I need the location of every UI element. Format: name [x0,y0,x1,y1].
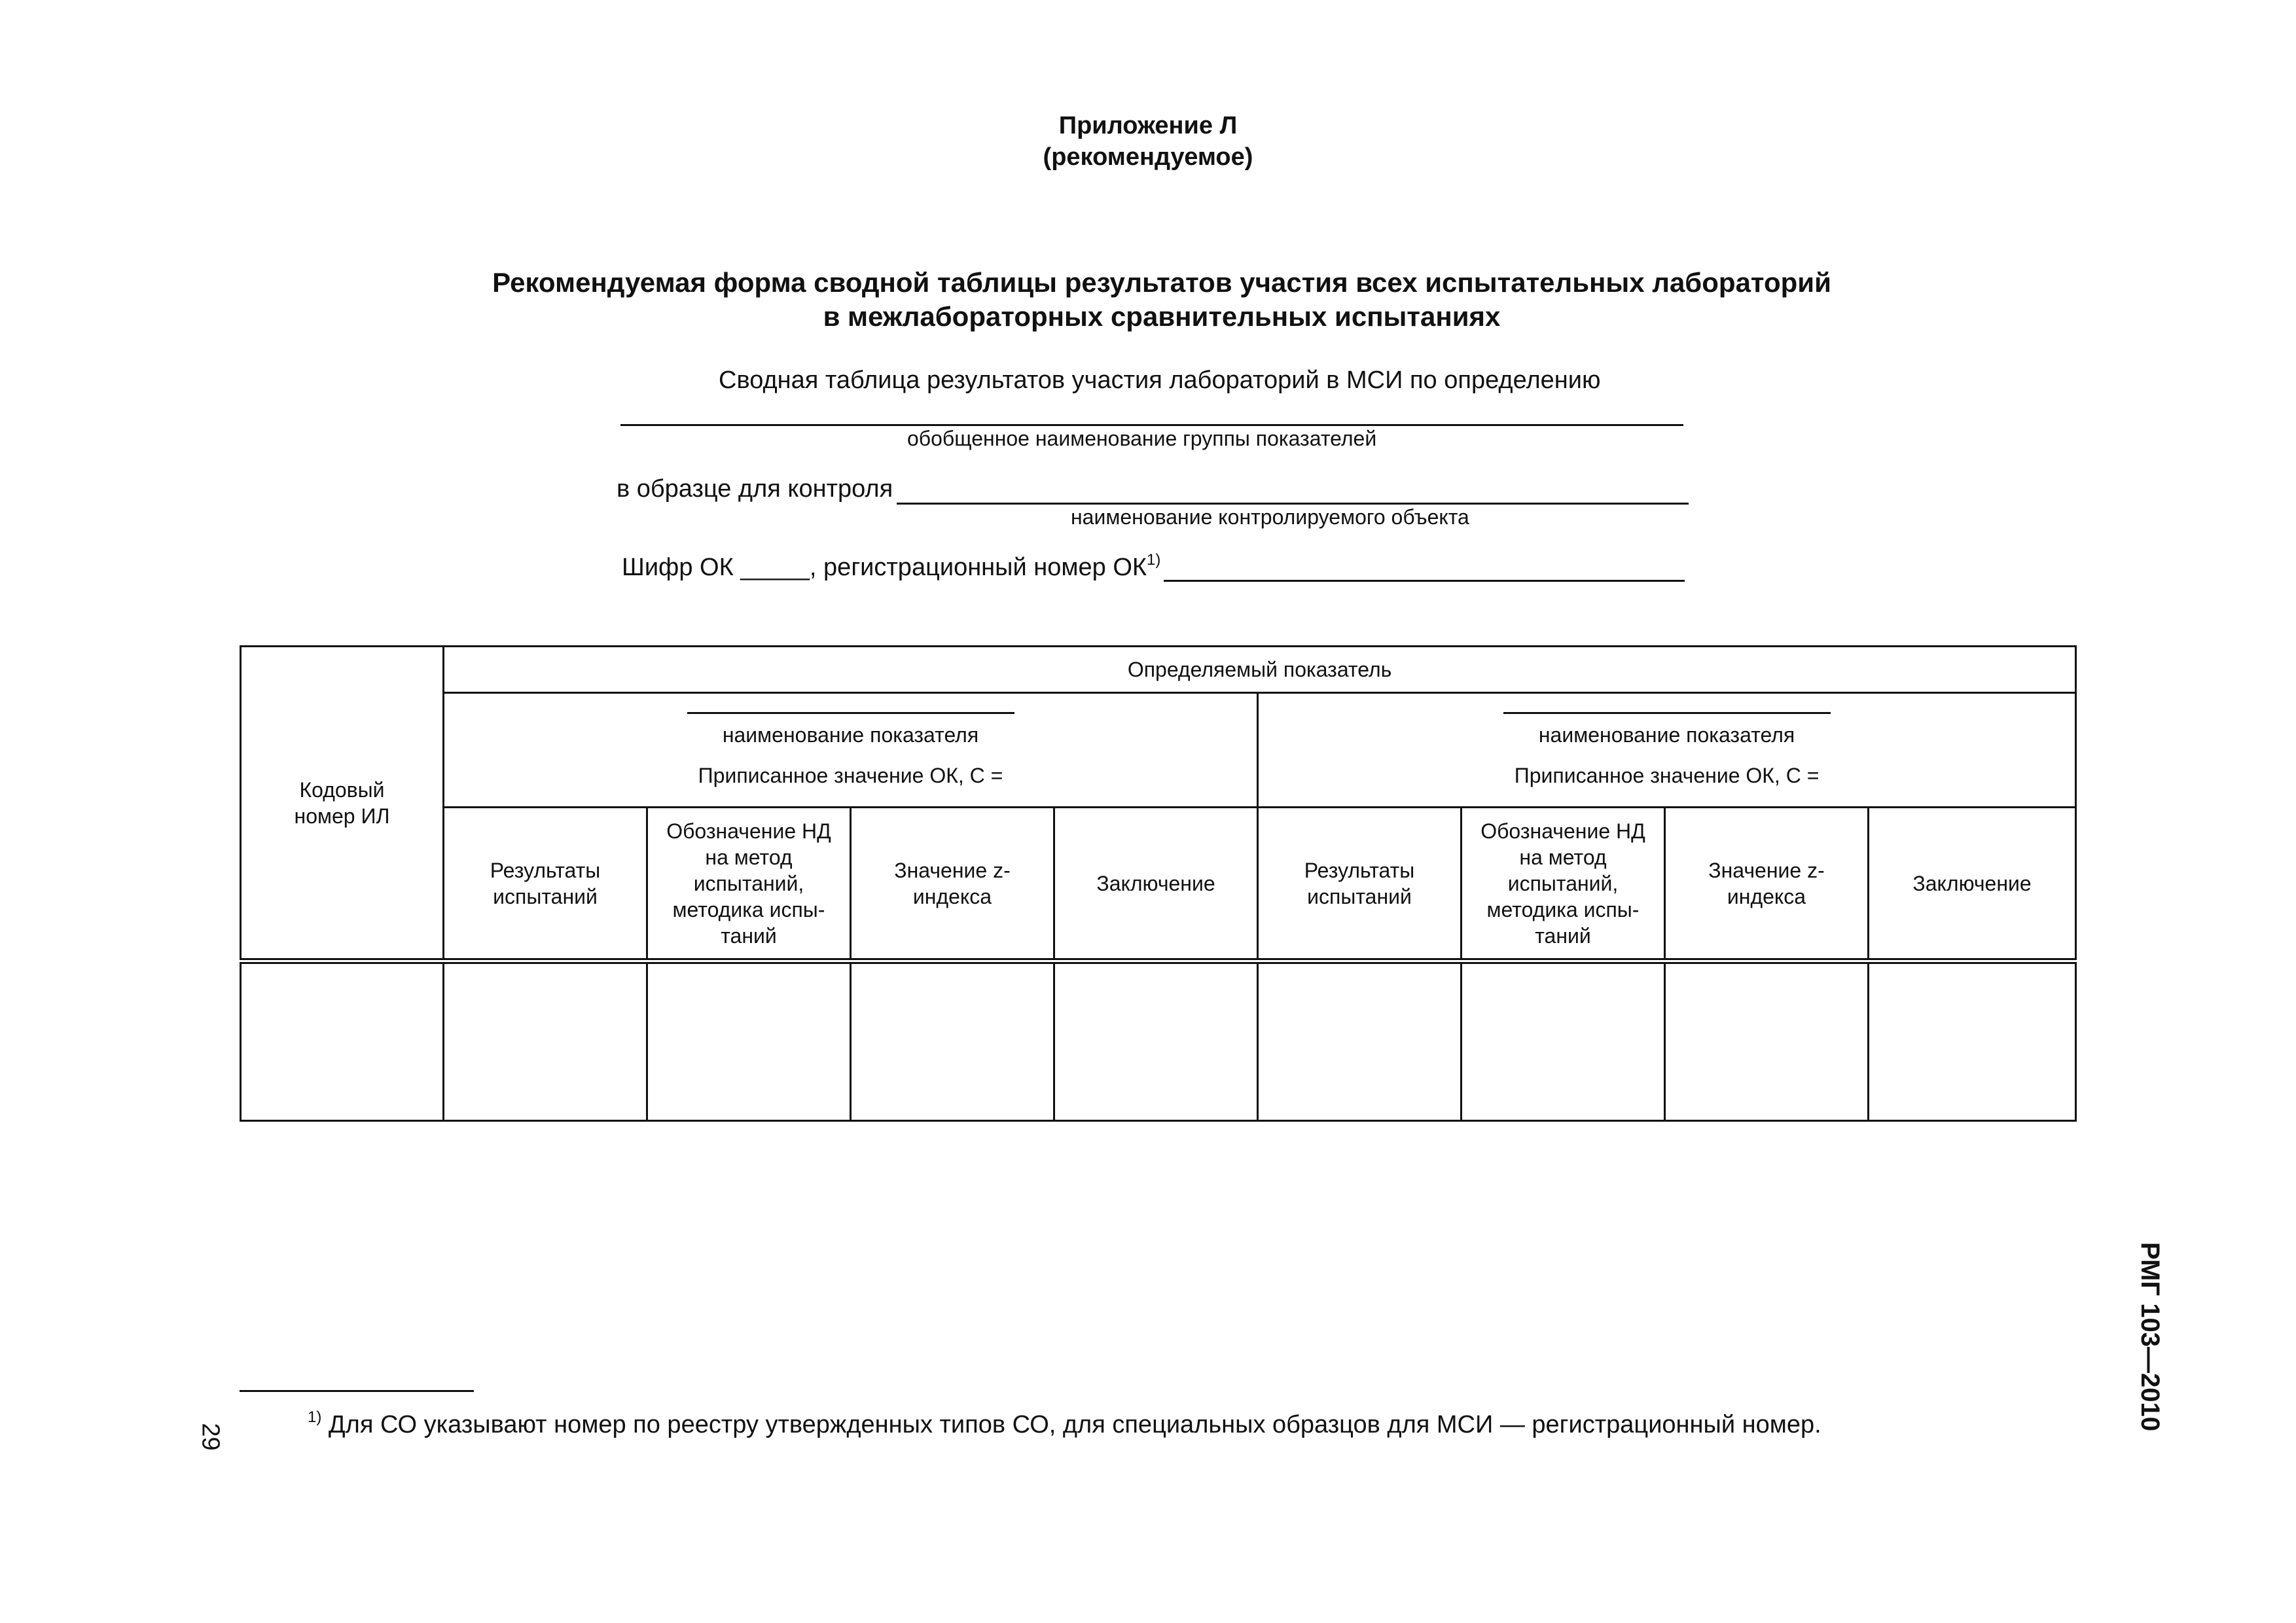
col-zindex-2: Значение z-индекса [1665,808,1869,961]
determined-indicator-header: Определяемый показатель [444,647,2076,693]
annex-label: Приложение Л [1058,112,1238,139]
cell-conclusion-1[interactable] [1054,961,1258,1121]
cell-method-2[interactable] [1462,961,1665,1121]
footnote-text: Для СО указывают номер по реестру утвержденных типов СО, для специальных образцов для МСИ — регистрационный номер. [328,1411,1821,1438]
cell-results-1[interactable] [444,961,647,1121]
results-table [240,645,2077,1122]
form-title-line-1: Рекомендуемая форма сводной таблицы результатов участия всех испытательных лабораторий [492,267,1831,298]
indicator-group-1 [444,693,1258,808]
cipher-label: Шифр ОК _____, регистрационный номер ОК [622,554,1147,581]
col-method-1: Обозначение НД на метод испытаний, методика испы-таний [647,808,851,961]
sample-label: в образце для контроля [617,475,893,503]
cell-zindex-2[interactable] [1665,961,1869,1121]
form-title [0,266,2296,334]
annex-status: (рекомендуемое) [1043,143,1253,171]
col-results-2: Результаты испытаний [1258,808,1462,961]
footnote-separator [240,1390,474,1392]
object-name-caption: наименование контролируемого объекта [1071,505,1469,529]
group-name-caption: обобщенное наименование группы показателей [907,427,1377,450]
assigned-value-1: Приписанное значение ОК, C = [698,763,1003,787]
col-conclusion-2: Заключение [1869,808,2076,961]
indicator-name-caption-1: наименование показателя [722,722,979,747]
cell-method-1[interactable] [647,961,851,1121]
cell-conclusion-2[interactable] [1869,961,2076,1121]
footnote-mark: 1) [308,1408,322,1426]
indicator-name-blank-2[interactable] [1503,712,1831,714]
cell-zindex-1[interactable] [851,961,1054,1121]
cipher-line [622,551,1161,582]
indicator-group-2 [1258,693,2076,808]
col-conclusion-1: Заключение [1054,808,1258,961]
table-row [241,961,2076,1121]
indicator-name-caption-2: наименование показателя [1538,722,1795,747]
page-number: 29 [196,1423,224,1451]
cell-code[interactable] [241,961,444,1121]
code-number-header: Кодовый номер ИЛ [241,647,444,961]
object-name-blank[interactable] [897,503,1689,505]
summary-heading: Сводная таблица результатов участия лабораторий в МСИ по определению [719,366,1601,394]
form-title-line-2: в межлабораторных сравнительных испытаниях [823,301,1501,332]
col-method-2: Обозначение НД на метод испытаний, методика испы-таний [1462,808,1665,961]
registration-number-blank[interactable] [1164,580,1685,582]
group-name-blank[interactable] [620,424,1683,426]
document-code: РМГ 103—2010 [2135,1242,2164,1431]
footnote [308,1408,1821,1439]
cell-results-2[interactable] [1258,961,1462,1121]
assigned-value-2: Приписанное значение ОК, C = [1514,763,1820,787]
col-zindex-1: Значение z-индекса [851,808,1054,961]
footnote-ref: 1) [1147,551,1161,569]
col-results-1: Результаты испытаний [444,808,647,961]
annex-heading [0,110,2296,173]
indicator-name-blank-1[interactable] [687,712,1014,714]
